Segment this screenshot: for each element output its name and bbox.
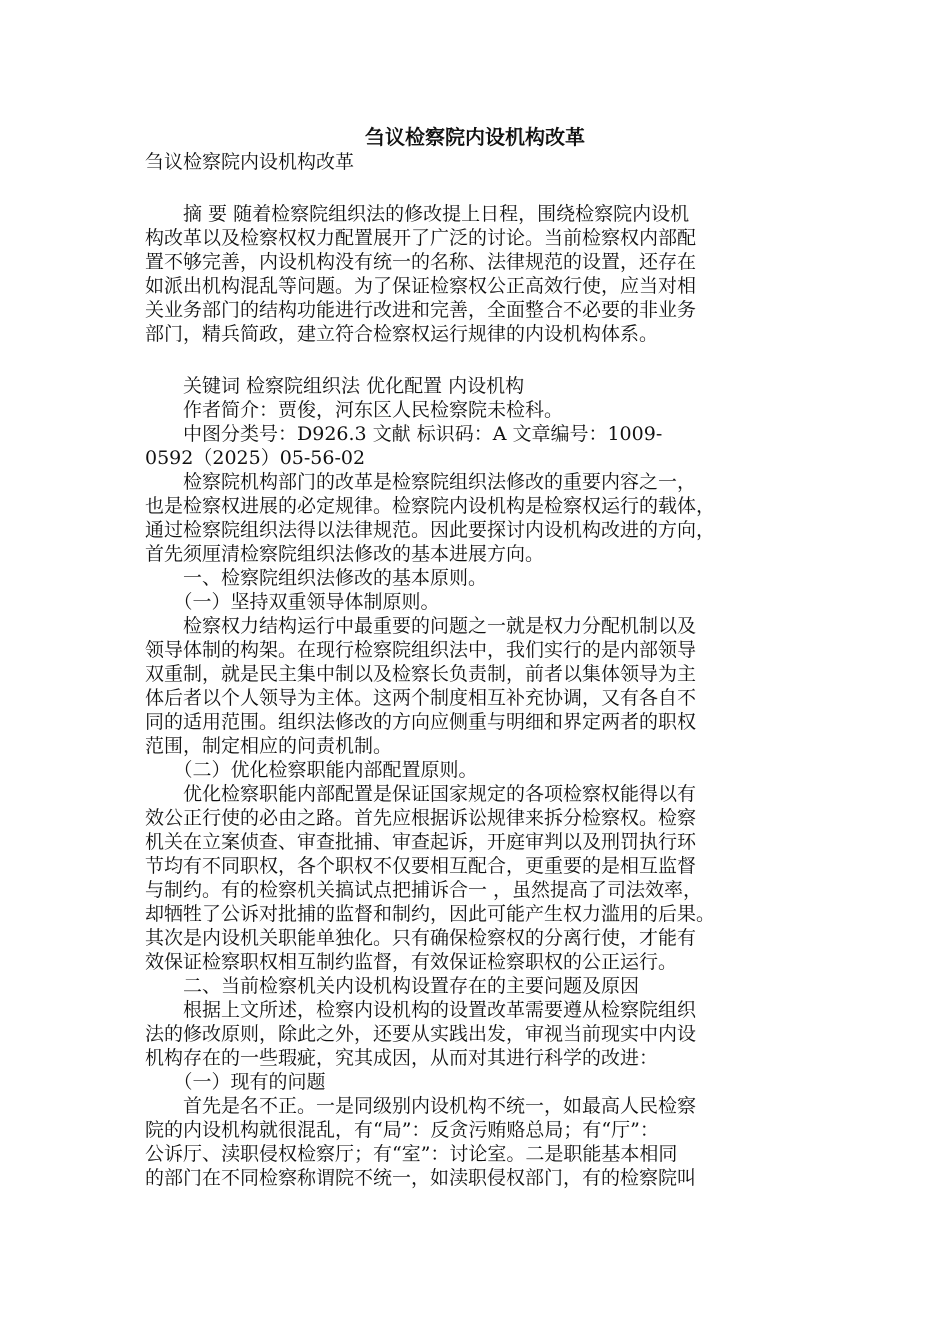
body-line: 机关在立案侦查、审查批捕、审查起诉，开庭审判以及刑罚执行环 xyxy=(145,831,697,853)
body-line: 首先须厘清检察院组织法修改的基本进展方向。 xyxy=(145,543,545,565)
body-line: 首先是名不正。一是同级别内设机构不统一，如最高人民检察 xyxy=(145,1095,697,1117)
body-line: 其次是内设机关职能单独化。只有确保检察权的分离行使，才能有 xyxy=(145,927,697,949)
body-line: 通过检察院组织法得以法律规范。因此要探讨内设机构改进的方向， xyxy=(145,519,716,541)
body-line: 公诉厅、渎职侵权检察厅；有“室”：讨论室。二是职能基本相同 xyxy=(145,1143,678,1165)
body-line: 法的修改原则，除此之外，还要从实践出发，审视当前现实中内设 xyxy=(145,1023,697,1045)
author-line: 作者简介：贾俊，河东区人民检察院未检科。 xyxy=(145,399,564,421)
abstract-line: 摘 要 随着检察院组织法的修改提上日程，围绕检察院内设机 xyxy=(145,203,690,225)
section-heading: 二、当前检察机关内设机构设置存在的主要问题及原因 xyxy=(145,975,640,997)
body-line: 节均有不同职权，各个职权不仅要相互配合，更重要的是相互监督 xyxy=(145,855,697,877)
abstract-line: 部门，精兵简政，建立符合检察权运行规律的内设机构体系。 xyxy=(145,323,659,345)
classification-line: 中图分类号：D926.3 文献 标识码：A 文章编号：1009- xyxy=(145,423,663,445)
body-line: 范围，制定相应的问责机制。 xyxy=(145,735,393,757)
body-line: 检察院机构部门的改革是检察院组织法修改的重要内容之一， xyxy=(145,471,697,493)
body-line: 的部门在不同检察称谓院不统一，如渎职侵权部门，有的检察院叫 xyxy=(145,1167,697,1189)
abstract-line: 如派出机构混乱等问题。为了保证检察权公正高效行使，应当对相 xyxy=(145,275,697,297)
body-line: 也是检察权进展的必定规律。检察院内设机构是检察权运行的载体， xyxy=(145,495,716,517)
body-line: 双重制，就是民主集中制以及检察长负责制，前者以集体领导为主 xyxy=(145,663,697,685)
body-line: 根据上文所述，检察内设机构的设置改革需要遵从检察院组织 xyxy=(145,999,697,1021)
body-line: 与制约。有的检察机关搞试点把捕诉合一 ，虽然提高了司法效率， xyxy=(145,879,703,901)
abstract-line: 关业务部门的结构功能进行改进和完善，全面整合不必要的非业务 xyxy=(145,299,697,321)
abstract-line: 置不够完善，内设机构没有统一的名称、法律规范的设置，还存在 xyxy=(145,251,697,273)
subsection-heading: （二）优化检察职能内部配置原则。 xyxy=(145,759,478,781)
subsection-heading: （一）坚持双重领导体制原则。 xyxy=(145,591,440,613)
subsection-heading: （一）现有的问题 xyxy=(145,1071,326,1093)
body-line: 同的适用范围。组织法修改的方向应侧重与明细和界定两者的职权 xyxy=(145,711,697,733)
body-line: 却牺牲了公诉对批捕的监督和制约，因此可能产生权力滥用的后果。 xyxy=(145,903,716,925)
body-line: 检察权力结构运行中最重要的问题之一就是权力分配机制以及 xyxy=(145,615,697,637)
subtitle-line: 刍议检察院内设机构改革 xyxy=(145,151,355,173)
body-line: 优化检察职能内部配置是保证国家规定的各项检察权能得以有 xyxy=(145,783,697,805)
keywords-line: 关键词 检察院组织法 优化配置 内设机构 xyxy=(145,375,525,397)
section-heading: 一、检察院组织法修改的基本原则。 xyxy=(145,567,488,589)
body-line: 效公正行使的必由之路。首先应根据诉讼规律来拆分检察权。检察 xyxy=(145,807,697,829)
body-line: 院的内设机构就很混乱，有“局”：反贪污贿赂总局；有“厅”： xyxy=(145,1119,659,1141)
body-line: 机构存在的一些瑕疵，究其成因，从而对其进行科学的改进： xyxy=(145,1047,659,1069)
body-line: 效保证检察职权相互制约监督，有效保证检察职权的公正运行。 xyxy=(145,951,678,973)
classification-line: 0592（2025）05-56-02 xyxy=(145,447,366,469)
body-line: 领导体制的构架。在现行检察院组织法中，我们实行的是内部领导 xyxy=(145,639,697,661)
document-title: 刍议检察院内设机构改革 xyxy=(365,125,585,149)
abstract-line: 构改革以及检察权权力配置展开了广泛的讨论。当前检察权内部配 xyxy=(145,227,697,249)
body-line: 体后者以个人领导为主体。这两个制度相互补充协调，又有各自不 xyxy=(145,687,697,709)
